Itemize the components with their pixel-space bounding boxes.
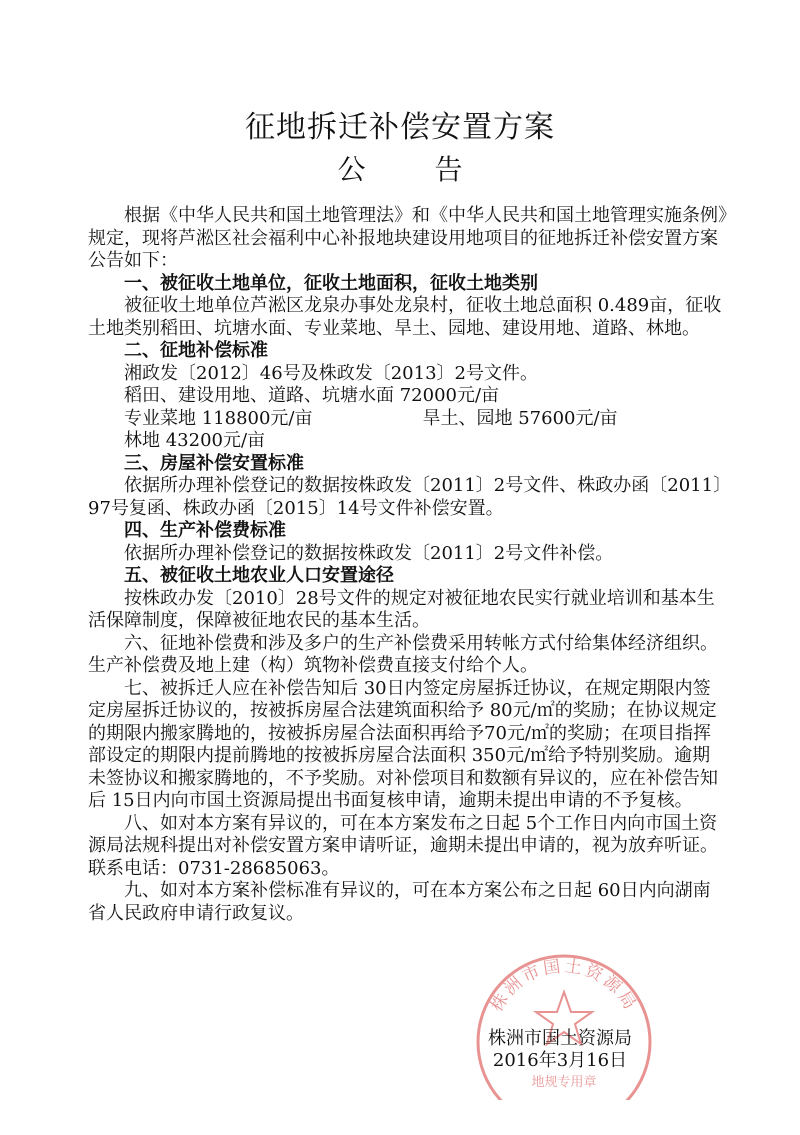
section2-rate-paddy: 稻田、建设用地、道路、坑塘水面 72000元/亩 bbox=[124, 385, 500, 406]
section7-text: 七、被拆迁人应在补偿告知后 30日内签定房屋拆迁协议，在规定期限内签定房屋拆迁协议的，按被拆房屋合法建筑面积给予 80元/㎡的奖励；在协议规定的期限内搬家腾地的，按被拆房屋合法面积再给予70元/㎡的奖励；在项目指挥部设定的期限内提前腾地的按被拆房屋合法面积 350元/㎡给予特别奖励。逾期未签协议和搬家腾地的，不予奖励。对补偿项目和数额有异议的，应在补偿告知后 15日内向市国土资源局提出书面复核申请，逾期未提出申请的不予复核。 bbox=[88, 677, 718, 811]
official-seal bbox=[470, 950, 658, 1100]
section5-text: 按株政办发〔2010〕28号文件的规定对被征地农民实行就业培训和基本生活保障制度，保障被征地农民的基本生活。 bbox=[88, 587, 715, 631]
signature-block bbox=[470, 1028, 650, 1072]
seal-ring-text: 株洲市国土资源局 bbox=[487, 956, 641, 1016]
section2-rate-vegetable: 专业菜地 118800元/亩 bbox=[124, 407, 313, 429]
section5-heading: 五、被征收土地农业人口安置途径 bbox=[124, 565, 394, 586]
section2-heading: 二、征地补偿标准 bbox=[124, 340, 268, 361]
document-subtitle: 公 告 bbox=[337, 153, 493, 186]
document-body bbox=[88, 205, 728, 925]
signature-date: 2016年3月16日 bbox=[492, 1050, 628, 1071]
section6-text: 六、征地补偿费和涉及多户的生产补偿费采用转帐方式付给集体经济组织。生产补偿费及地上建（构）筑物补偿费直接支付给个人。 bbox=[88, 632, 718, 676]
section4-text: 依据所办理补偿登记的数据按株政发〔2011〕2号文件补偿。 bbox=[124, 542, 614, 564]
section1-text: 被征收土地单位芦淞区龙泉办事处龙泉村，征收土地总面积 0.489亩，征收土地类别稻田、坑塘水面、专业菜地、旱土、园地、建设用地、道路、林地。 bbox=[88, 295, 722, 339]
section9-text: 九、如对本方案补偿标准有异议的，可在本方案公布之日起 60日内向湖南省人民政府申请行政复议。 bbox=[88, 880, 711, 924]
section2-rate-row bbox=[88, 408, 728, 431]
intro-paragraph: 根据《中华人民共和国土地管理法》和《中华人民共和国土地管理实施条例》规定，现将芦淞区社会福利中心补报地块建设用地项目的征地拆迁补偿安置方案公告如下： bbox=[88, 205, 727, 271]
section2-basis: 湘政发〔2012〕46号及株政发〔2013〕2号文件。 bbox=[124, 362, 538, 384]
document-title: 征地拆迁补偿安置方案 bbox=[245, 110, 555, 145]
section2-rate-dryland: 旱土、园地 57600元/亩 bbox=[422, 407, 618, 429]
section3-heading: 三、房屋补偿安置标准 bbox=[124, 452, 304, 474]
section3-text: 依据所办理补偿登记的数据按株政发〔2011〕2号文件、株政办函〔2011〕97号复函、株政办函〔2015〕14号文件补偿安置。 bbox=[88, 475, 723, 519]
section2-rate-forest: 林地 43200元/亩 bbox=[124, 430, 266, 451]
section8-text: 八、如对本方案有异议的，可在本方案发布之日起 5个工作日内向市国土资源局法规科提出对补偿安置方案申请听证，逾期未提出申请的，视为放弃听证。联系电话：0731-28685063。 bbox=[88, 812, 718, 879]
section4-heading: 四、生产补偿费标准 bbox=[124, 520, 286, 541]
signature-organization: 株洲市国土资源局 bbox=[488, 1028, 632, 1049]
seal-bottom-text: 地规专用章 bbox=[531, 1075, 597, 1090]
section1-heading: 一、被征收土地单位，征收土地面积，征收土地类别 bbox=[124, 272, 538, 294]
